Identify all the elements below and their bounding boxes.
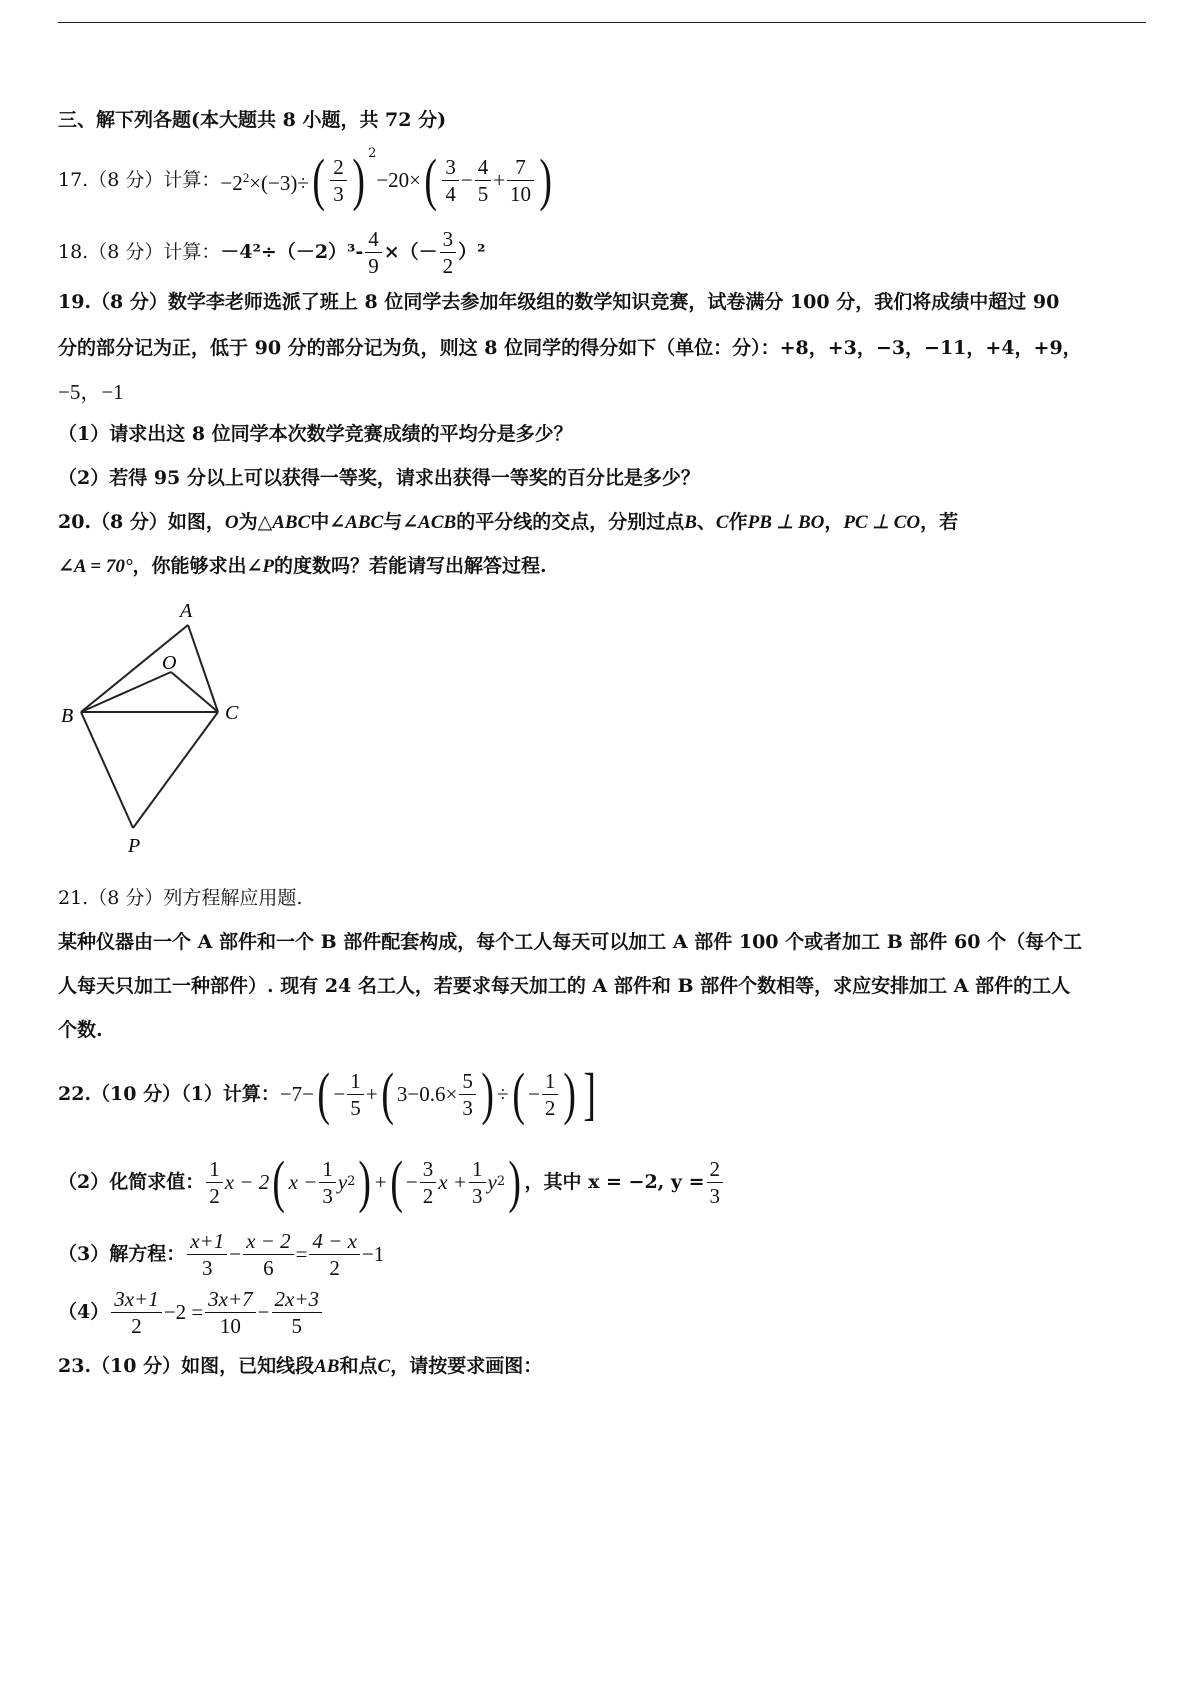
q21-line-1: 21.（8 分）列方程解应用题. — [58, 887, 303, 909]
segment-bo — [81, 672, 171, 712]
section-title: 三、解下列各题(本大题共 8 小题，共 72 分) — [58, 109, 447, 131]
segment-bp — [81, 712, 133, 828]
q21-line-4: 个数. — [58, 1019, 103, 1041]
q18-fraction-2: $\frac{3}{2}$ — [440, 226, 457, 279]
q21-line-2: 某种仪器由一个 A 部件和一个 B 部件配套构成，每个工人每天可以加工 A 部件 100 个或者加工 B 部件 60 个（每个工 — [58, 931, 1083, 953]
q19-line-3: −5，−1 — [58, 380, 124, 404]
q20-line-2: ∠A = 70°，你能够求出∠P的度数吗？若能请写出解答过程. — [58, 555, 547, 577]
q22-part-4: （4） $\frac{3x+1}{2}$ −2 = $\frac{3x+7}{10}$ − $\frac{2x+3}{5}$ — [58, 1284, 324, 1340]
q19-sub-1: （1）请求出这 8 位同学本次数学竞赛成绩的平均分是多少？ — [58, 423, 573, 445]
header-rule — [58, 22, 1146, 23]
q21-line-3: 人每天只加工一种部件）. 现有 24 名工人，若要求每天加工的 A 部件和 B 部件个数相等，求应安排加工 A 部件的工人 — [58, 975, 1071, 997]
q17-prefix: 17.（8 分）计算： — [58, 169, 221, 191]
label-a: A — [180, 600, 193, 622]
q19-line-1: 19.（8 分）数学李老师选派了班上 8 位同学去参加年级组的数学知识竞赛，试卷满分 100 分，我们将成绩中超过 90 — [58, 291, 1060, 313]
q17-fraction-3: $\frac{4}{5}$ — [475, 154, 492, 207]
q17-fraction-4: $\frac{7}{10}$ — [507, 154, 534, 207]
q17-fraction-2: $\frac{3}{4}$ — [442, 154, 459, 207]
label-p: P — [128, 835, 141, 857]
q17-term: $-2^2\times(-3)\div$ — [220, 169, 309, 195]
q18-fraction-1: $\frac{4}{9}$ — [365, 226, 382, 279]
q22-part-1: 22.（10 分）（1）计算： −7− ( − $\frac{1}{5}$ + ( 3−0.6× $\frac{5}{3}$ ) ÷ ( − $\frac{1}{2}$ ) ] — [58, 1061, 596, 1126]
q22-part-3: （3）解方程： $\frac{x+1}{3}$ − $\frac{x - 2}{6}$ = $\frac{4 - x}{2}$ −1 — [58, 1228, 385, 1280]
q19-sub-2: （2）若得 95 分以上可以获得一等奖，请求出获得一等奖的百分比是多少？ — [58, 467, 700, 489]
q19-line-2: 分的部分记为正，低于 90 分的部分记为负，则这 8 位同学的得分如下（单位：分）：+8，+3，−3，−11，+4，+9， — [58, 337, 1082, 359]
label-b: B — [61, 705, 74, 727]
q22-part-2: （2）化简求值： $\frac{1}{2}$ x − 2 ( x − $\frac{1}{3}$ y 2 ) + ( − $\frac{3}{2}$ x + $\frac{1}{3}$ y 2 ) ，其中 x = −2, y = $\frac{2}{3}$ — [58, 1152, 725, 1212]
label-c: C — [225, 702, 239, 724]
q20-line-1: 20.（8 分）如图，O为△ABC中∠ABC与∠ACB的平分线的交点，分别过点B、C作PB ⊥ BO，PC ⊥ CO，若 — [58, 511, 959, 533]
q17-fraction-1: $\frac{2}{3}$ — [330, 154, 347, 207]
segment-cp — [133, 712, 218, 828]
triangle-figure — [58, 595, 298, 865]
question-17: 17.（8 分）计算： $-2^2\times(-3)\div$ ( $\frac{2}{3}$ ) 2 −20× ( $\frac{3}{4}$ − $\frac{4}{5}$ + $\frac{7}{10}$ ) — [58, 146, 552, 212]
question-18: 18.（8 分）计算： －4²÷（－2）³- $\frac{4}{9}$ ×（－ $\frac{3}{2}$ ）² — [58, 226, 486, 278]
question-23: 23.（10 分）如图，已知线段AB和点C，请按要求画图： — [58, 1355, 543, 1377]
label-o: O — [162, 652, 177, 674]
